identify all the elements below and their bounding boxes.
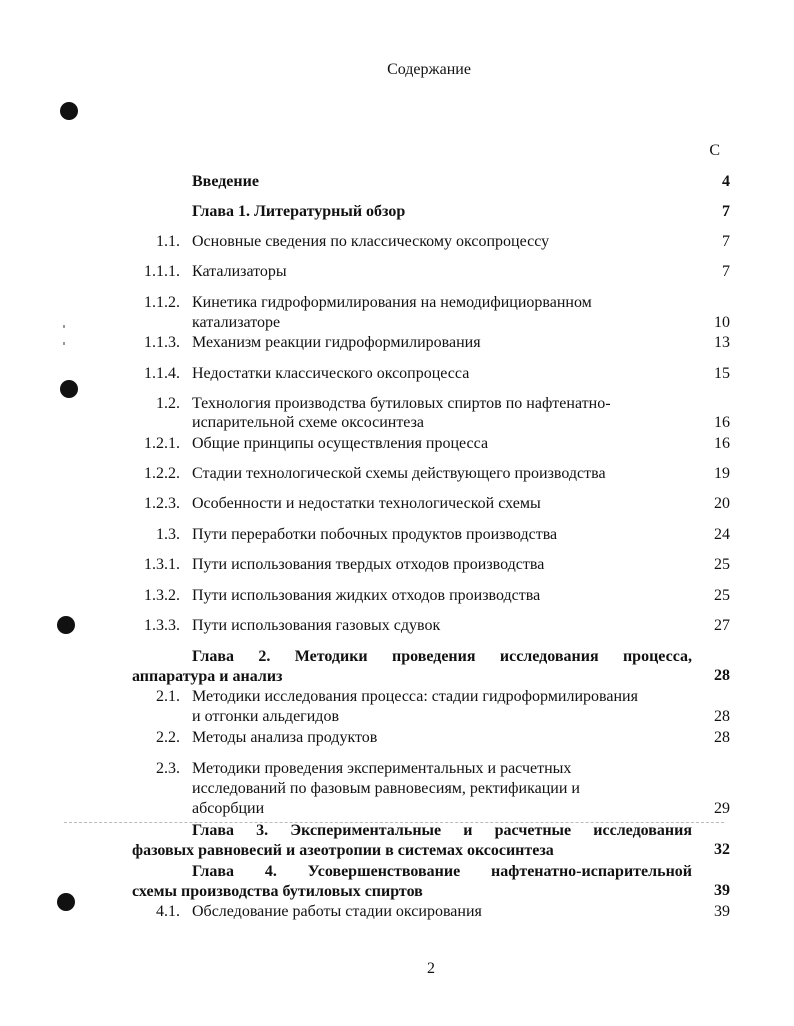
toc-chapter-heading <box>132 647 692 687</box>
toc-entry-number: 1.1.3. <box>144 334 180 351</box>
toc-entry-page: 27 <box>714 617 730 634</box>
toc-entry-number: 1.3. <box>156 526 180 543</box>
toc-entry-text: Методы анализа продуктов <box>192 729 378 746</box>
punch-hole-4 <box>57 893 75 911</box>
toc-entry-number: 1.3.1. <box>144 556 180 573</box>
toc-entry-page: 4 <box>722 173 730 190</box>
toc-entry-page: 7 <box>722 263 730 280</box>
toc-entry-page: 25 <box>714 587 730 604</box>
toc-entry-text: Обследование работы стадии оксирования <box>192 903 482 920</box>
toc-entry-text: Катализаторы <box>192 263 287 280</box>
toc-entry-text-cont: и отгонки альдегидов <box>192 708 339 725</box>
scan-speck <box>63 342 65 345</box>
toc-entry-number: 1.2. <box>156 395 180 412</box>
toc-entry-page: 25 <box>714 556 730 573</box>
toc-entry-number: 1.1.1. <box>144 263 180 280</box>
toc-entry-text-cont: исследований по фазовым равновесиям, ректификации и <box>192 780 580 797</box>
toc-entry-page: 29 <box>714 800 730 817</box>
toc-entry-number: 1.2.3. <box>144 495 180 512</box>
toc-entry-text-cont: абсорбции <box>192 800 265 817</box>
toc-entry-page: 20 <box>714 495 730 512</box>
toc-entry-text: Глава 2. Методики проведения исследования процесса, <box>192 648 692 665</box>
toc-entry-page: 16 <box>714 435 730 452</box>
toc-entry-text-cont: аппаратура и анализ <box>132 668 283 685</box>
toc-entry-text: Основные сведения по классическому оксопроцессу <box>192 233 550 250</box>
toc-entry-text: Технология производства бутиловых спиртов по нафтенатно- <box>192 395 611 412</box>
toc-entry-page: 28 <box>714 667 730 684</box>
toc-entry-page: 16 <box>714 414 730 431</box>
punch-hole-2 <box>60 380 78 398</box>
toc-entry-text: Пути использования твердых отходов производства <box>192 556 545 573</box>
toc-entry-text-cont: фазовых равновесий и азеотропии в системах оксосинтеза <box>132 842 554 859</box>
toc-entry-text: Глава 3. Экспериментальные и расчетные исследования <box>192 822 692 839</box>
toc-entry-number: 4.1. <box>156 903 180 920</box>
toc-entry-page: 15 <box>714 365 730 382</box>
toc-entry-number: 2.2. <box>156 729 180 746</box>
toc-entry-text: Недостатки классического оксопроцесса <box>192 365 470 382</box>
toc-entry-page: 13 <box>714 334 730 351</box>
toc-entry-text: Общие принципы осуществления процесса <box>192 435 489 452</box>
toc-entry-text: Стадии технологической схемы действующего производства <box>192 465 606 482</box>
toc-entry-page: 39 <box>714 903 730 920</box>
page-number: 2 <box>427 960 435 977</box>
toc-entry-page: 28 <box>714 708 730 725</box>
toc-entry-text: Пути переработки побочных продуктов производства <box>192 526 558 543</box>
scan-speck <box>63 325 65 328</box>
toc-entry-text: Пути использования жидких отходов производства <box>192 587 541 604</box>
toc-entry-page: 7 <box>722 203 730 220</box>
toc-entry-page: 24 <box>714 526 730 543</box>
toc-chapter-heading <box>132 862 692 902</box>
toc-entry-text: Методики исследования процесса: стадии гидроформилирования <box>192 688 638 705</box>
toc-entry-number: 1.3.2. <box>144 587 180 604</box>
toc-entry-text: Методики проведения экспериментальных и расчетных <box>192 760 572 777</box>
toc-entry-text: Особенности и недостатки технологической схемы <box>192 495 541 512</box>
toc-entry-page: 39 <box>714 882 730 899</box>
toc-entry-text: Механизм реакции гидроформилирования <box>192 334 481 351</box>
toc-entry-number: 1.1.4. <box>144 365 180 382</box>
toc-entry-page: 32 <box>714 841 730 858</box>
toc-entry-number: 1.3.3. <box>144 617 180 634</box>
toc-entry-text: Введение <box>192 173 259 190</box>
toc-entry-text: Глава 4. Усовершенствование нафтенатно-испарительной <box>192 863 692 880</box>
toc-entry-text-cont: испарительной схеме оксосинтеза <box>192 414 425 431</box>
toc-entry-page: 19 <box>714 465 730 482</box>
toc-entry-number: 1.2.1. <box>144 435 180 452</box>
toc-entry-number: 2.3. <box>156 760 180 777</box>
punch-hole-1 <box>60 102 78 120</box>
toc-entry-number: 1.2.2. <box>144 465 180 482</box>
toc-entry-number: 2.1. <box>156 688 180 705</box>
toc-entry-text-cont: схемы производства бутиловых спиртов <box>132 883 423 900</box>
page-column-label: С <box>709 142 720 159</box>
punch-hole-3 <box>57 616 75 634</box>
toc-entry-text: Глава 1. Литературный обзор <box>192 203 406 220</box>
page-title: Содержание <box>387 61 471 78</box>
toc-entry-page: 28 <box>714 729 730 746</box>
toc-entry-page: 7 <box>722 233 730 250</box>
toc-entry-number: 1.1. <box>156 233 180 250</box>
toc-entry-text: Пути использования газовых сдувок <box>192 617 441 634</box>
toc-entry-page: 10 <box>714 314 730 331</box>
toc-entry-text: Кинетика гидроформилирования на немодифициорванном <box>192 294 592 311</box>
toc-chapter-heading <box>132 821 692 861</box>
toc-entry-number: 1.1.2. <box>144 294 180 311</box>
toc-entry-text-cont: катализаторе <box>192 314 281 331</box>
